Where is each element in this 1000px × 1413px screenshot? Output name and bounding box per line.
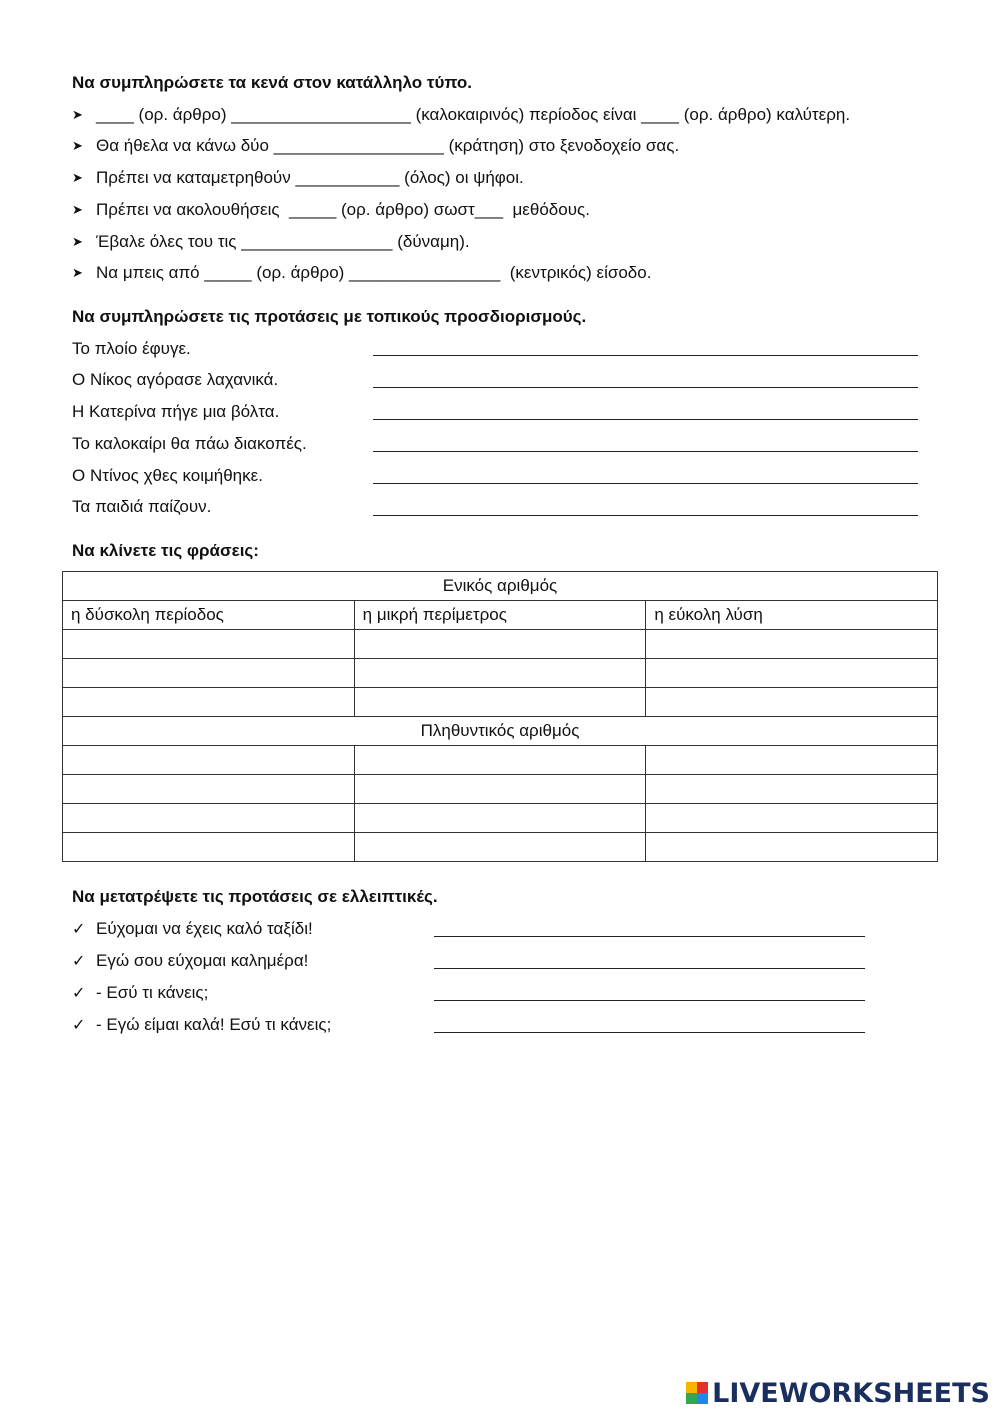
answer-line[interactable] [373, 387, 918, 388]
arrowhead-bullet-icon: ➤ [72, 234, 83, 249]
answer-line[interactable] [373, 419, 918, 420]
section2-title: Να συμπληρώσετε τις προτάσεις με τοπικούς προσδιορισμούς. [72, 307, 587, 326]
check-mark-icon: ✓ [72, 921, 86, 938]
answer-cell[interactable] [63, 804, 355, 833]
elliptic-item: ✓ Εύχομαι να έχεις καλό ταξίδι! [72, 919, 313, 938]
answer-cell[interactable] [63, 775, 355, 804]
fill-item: ➤ Να μπεις από _____ (ορ. άρθρο) ________________ (κεντρικός) είσοδο. [72, 263, 652, 282]
sentence: Ο Νίκος αγόρασε λαχανικά. [72, 370, 279, 389]
answer-line[interactable] [373, 451, 918, 452]
elliptic-item: ✓ Εγώ σου εύχομαι καλημέρα! [72, 951, 309, 970]
column-phrase: η εύκολη λύση [646, 601, 938, 630]
fill-item: ➤ Έβαλε όλες του τις ________________ (δύναμη). [72, 232, 470, 251]
answer-cell[interactable] [646, 804, 938, 833]
answer-cell[interactable] [646, 630, 938, 659]
check-mark-icon: ✓ [72, 1017, 86, 1034]
arrowhead-bullet-icon: ➤ [72, 202, 83, 217]
answer-cell[interactable] [63, 746, 355, 775]
answer-cell[interactable] [354, 775, 646, 804]
answer-cell[interactable] [646, 659, 938, 688]
answer-cell[interactable] [354, 630, 646, 659]
answer-cell[interactable] [354, 804, 646, 833]
sentence: Το πλοίο έφυγε. [72, 339, 191, 358]
fill-item: ➤ Πρέπει να καταμετρηθούν ___________ (όλος) οι ψήφοι. [72, 168, 524, 187]
answer-line[interactable] [373, 483, 918, 484]
answer-cell[interactable] [354, 833, 646, 862]
sentence: Ο Ντίνος χθες κοιμήθηκε. [72, 466, 263, 485]
answer-line[interactable] [373, 515, 918, 516]
arrowhead-bullet-icon: ➤ [72, 265, 83, 280]
logo-text: LIVEWORKSHEETS [712, 1377, 990, 1409]
answer-cell[interactable] [354, 688, 646, 717]
answer-line[interactable] [373, 355, 918, 356]
answer-cell[interactable] [354, 746, 646, 775]
section3-title: Να κλίνετε τις φράσεις: [72, 541, 259, 560]
fill-item: ➤ Πρέπει να ακολουθήσεις _____ (ορ. άρθρο) σωστ___ μεθόδους. [72, 200, 590, 219]
declension-table [62, 571, 938, 862]
answer-line[interactable] [434, 1000, 865, 1001]
answer-cell[interactable] [63, 630, 355, 659]
answer-cell[interactable] [646, 746, 938, 775]
column-phrase: η δύσκολη περίοδος [63, 601, 355, 630]
sentence: Το καλοκαίρι θα πάω διακοπές. [72, 434, 307, 453]
liveworksheets-logo [686, 1378, 990, 1408]
answer-cell[interactable] [646, 775, 938, 804]
singular-header: Ενικός αριθμός [63, 572, 938, 601]
answer-cell[interactable] [63, 833, 355, 862]
elliptic-item: ✓ - Εγώ είμαι καλά! Εσύ τι κάνεις; [72, 1015, 332, 1034]
answer-line[interactable] [434, 936, 865, 937]
answer-cell[interactable] [354, 659, 646, 688]
answer-line[interactable] [434, 968, 865, 969]
logo-squares-icon [686, 1382, 708, 1404]
section1-title: Να συμπληρώσετε τα κενά στον κατάλληλο τύπο. [72, 73, 473, 92]
sentence: Τα παιδιά παίζουν. [72, 497, 212, 516]
fill-item: ➤ ____ (ορ. άρθρο) ___________________ (καλοκαιρινός) περίοδος είναι ____ (ορ. άρθρο) καλύτερη. [72, 105, 851, 124]
arrowhead-bullet-icon: ➤ [72, 138, 83, 153]
check-mark-icon: ✓ [72, 953, 86, 970]
elliptic-item: ✓ - Εσύ τι κάνεις; [72, 983, 209, 1002]
arrowhead-bullet-icon: ➤ [72, 107, 83, 122]
answer-cell[interactable] [63, 688, 355, 717]
sentence: Η Κατερίνα πήγε μια βόλτα. [72, 402, 280, 421]
answer-cell[interactable] [646, 688, 938, 717]
fill-item: ➤ Θα ήθελα να κάνω δύο __________________ (κράτηση) στο ξενοδοχείο σας. [72, 136, 680, 155]
plural-header: Πληθυντικός αριθμός [63, 717, 938, 746]
answer-line[interactable] [434, 1032, 865, 1033]
section4-title: Να μετατρέψετε τις προτάσεις σε ελλειπτικές. [72, 887, 438, 906]
arrowhead-bullet-icon: ➤ [72, 170, 83, 185]
answer-cell[interactable] [646, 833, 938, 862]
column-phrase: η μικρή περίμετρος [354, 601, 646, 630]
check-mark-icon: ✓ [72, 985, 86, 1002]
answer-cell[interactable] [63, 659, 355, 688]
